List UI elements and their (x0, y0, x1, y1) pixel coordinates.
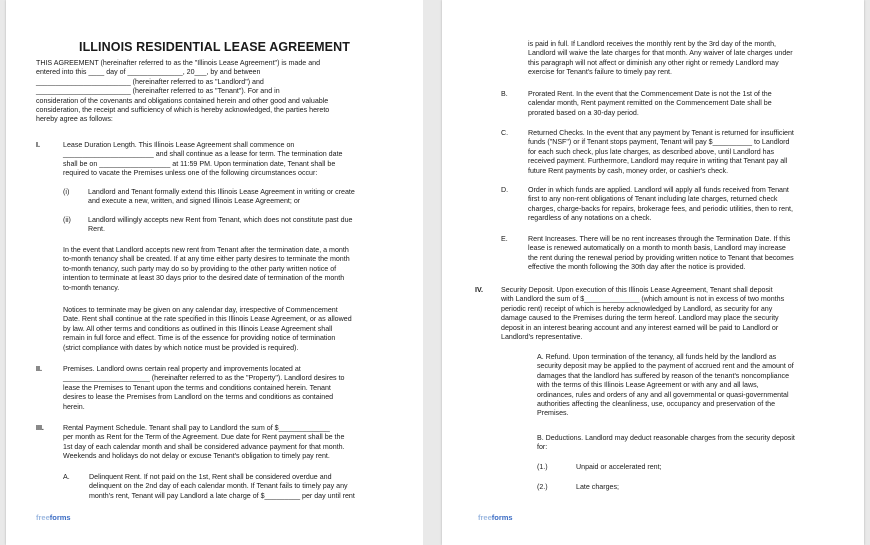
text-line: intention to terminate at least 30 days prior to the desired date of termination of the month (63, 274, 345, 283)
text-line: consideration of the covenants and obligations contained herein and other good and valuable (36, 96, 329, 105)
text-line: effective the month following the 30th day after the notice is provided. (528, 263, 746, 272)
text-line: Delinquent Rent. If not paid on the 1st, Rent shall be considered overdue and (89, 473, 332, 481)
text-line: Order in which funds are applied. Landlord will apply all funds received from Tenant (528, 186, 789, 194)
text-line: Rental Payment Schedule. Tenant shall pay to Landlord the sum of $_____________ (63, 424, 330, 432)
text-line: by law. All other terms and conditions as outlined in this Illinois Lease Agreement shall (63, 324, 333, 333)
text-line: this paragraph will not affect or diminish any other right or remedy Landlord may (528, 58, 779, 67)
text-line: ______________________ (hereinafter referred to as the "Property"). Landlord desires to (63, 374, 345, 383)
text-line: Rent. (88, 225, 105, 234)
section-rental-payment (63, 424, 345, 462)
section-1-number: I. (36, 141, 40, 149)
text-line: _______________________ and shall continue as a lease for term. The termination date (63, 150, 343, 159)
text-line: consideration, the receipt and sufficiency of which is hereby acknowledged, the parties hereto (36, 106, 330, 115)
text-line: Notices to terminate may be given on any calendar day, irrespective of Commencement (63, 306, 338, 314)
freeforms-logo-2 (478, 513, 513, 522)
holdover-paragraph (63, 246, 350, 293)
item-1-text: Unpaid or accelerated rent; (576, 463, 662, 471)
text-line: hereby agree as follows: (36, 115, 113, 124)
logo-forms-text: forms (49, 513, 71, 522)
text-line: Landlord's representative. (501, 333, 583, 342)
text-line: is paid in full. If Landlord receives the monthly rent by the 3rd day of the month, (528, 40, 777, 48)
text-line: 1st day of each calendar month and shall be considered advance payment for that month. (63, 442, 345, 451)
security-deposit-text (501, 286, 784, 342)
logo-free-text: free (36, 513, 50, 522)
text-line: Returned Checks. In the event that any payment by Tenant is returned for insufficient (528, 129, 794, 137)
logo-forms-text-2: forms (491, 513, 513, 522)
sub-ii-text (88, 216, 352, 235)
text-line: Security Deposit. Upon execution of this Illinois Lease Agreement, Tenant shall deposit (501, 286, 773, 294)
text-line: received payment. Furthermore, Landlord may require in writing that Tenant pay all (528, 157, 788, 166)
intro-paragraph (36, 59, 329, 125)
item-2-number: (2.) (537, 483, 548, 491)
document-title: ILLINOIS RESIDENTIAL LEASE AGREEMENT (79, 40, 350, 54)
text-line: ________________________ (hereinafter referred to as "Tenant"). For and in (36, 87, 280, 96)
logo-free-text-2: free (478, 513, 492, 522)
text-line: delinquent on the 2nd day of each calendar month. If Tenant fails to timely pay any (89, 482, 348, 491)
text-line: for each such check, plus late charges, as described above, until Landlord has (528, 147, 775, 156)
item-2-text: Late charges; (576, 483, 619, 491)
text-line: funds ("NSF") or if Tenant stops payment, Tenant will pay $__________ to Landlord (528, 138, 790, 147)
text-line: security deposit may be applied to the payment of accrued rent and the amount of (537, 362, 794, 371)
text-line: authorities affecting the cleanliness, use, occupancy and preservation of the (537, 400, 776, 409)
text-line: per month as Rent for the Term of the Agreement. Due date for Rent payment shall be the (63, 433, 345, 442)
text-line: calendar month, Rent payment remitted on the Commencement Date shall be (528, 99, 772, 108)
section-2-number: II. (36, 365, 42, 373)
text-line: deposit in an interest bearing account and any interest earned will be paid to Landlord or (501, 323, 779, 332)
text-line: prorated based on a 30-day period. (528, 108, 639, 117)
text-line: damage caused to the Premises during the term hereof. Landlord may place the security (501, 314, 779, 323)
freeforms-logo (36, 513, 71, 522)
returned-checks-text (528, 129, 794, 176)
text-line: with Landlord the sum of $______________ (which amount is not in excess of two months (501, 295, 785, 304)
text-line: with the terms of this Illinois Lease Agreement or with any and all laws, (537, 381, 759, 390)
deductions-paragraph (537, 434, 795, 453)
text-line: remain in full force and effect. Time is of the essence for providing notice of termination (63, 334, 336, 343)
text-line: Premises. (537, 409, 569, 418)
text-line: the rent during the renewal period by providing written notice to Tenant that becomes (528, 253, 794, 262)
text-line: (strict compliance with dates by which notice must be provided is required). (63, 343, 299, 352)
refund-paragraph (537, 353, 794, 419)
text-line: to-month tenancy, such party may do so by providing to the other party written notice of (63, 264, 337, 273)
text-line: desires to lease the Premises from Landlord on the terms and conditions as contained (63, 393, 334, 402)
text-line: required to vacate the Premises unless one of the following circumstances occur: (63, 169, 318, 178)
text-line: lease is renewed automatically on a month to month basis, Landlord may increase (528, 244, 786, 253)
text-line: periodic rent) receipt of which is hereby acknowledged by Landlord, as security for any (501, 304, 773, 313)
text-line: damages that the landlord has suffered by reason of the tenant's noncompliance (537, 371, 790, 380)
text-line: future Rent payments by cash, money order, or cashier's check. (528, 166, 729, 175)
text-line: and execute a new, written, and signed Illinois Lease Agreement; or (88, 197, 301, 206)
sub-B-number: B. (501, 90, 508, 98)
rent-increases-text (528, 235, 794, 273)
sub-C-number: C. (501, 129, 509, 137)
sub-E-number: E. (501, 235, 508, 243)
text-line: B. Deductions. Landlord may deduct reasonable charges from the security deposit (537, 434, 795, 442)
text-line: THIS AGREEMENT (hereinafter referred to as the "Illinois Lease Agreement") is made and (36, 59, 321, 67)
text-line: Landlord willingly accepts new Rent from Tenant, which does not constitute past due (88, 216, 353, 224)
text-line: for: (537, 443, 548, 452)
section-premises (63, 365, 345, 412)
section-lease-duration (63, 141, 343, 179)
text-line: charges, charge-backs for repairs, brokerage fees, and periodic utilities, then to rent, (528, 204, 793, 213)
text-line: Date. Rent shall continue at the rate specified in this Illinois Lease Agreement, or as allowed (63, 315, 352, 324)
sub-i-text (88, 188, 355, 207)
text-line: shall be on __________________ at 11:59 PM. Upon termination date, Tenant shall be (63, 159, 336, 168)
document-page-2 (442, 0, 864, 545)
delinquent-rent-text (89, 473, 355, 501)
text-line: lease the Premises to Tenant upon the terms and conditions contained herein. Tenant (63, 383, 331, 392)
section-3-number: III. (36, 424, 44, 432)
text-line: Landlord and Tenant formally extend this Illinois Lease Agreement in writing or create (88, 188, 355, 196)
text-line: Premises. Landlord owns certain real property and improvements located at (63, 365, 301, 373)
prorated-rent-text (528, 90, 772, 118)
text-line: to-month tenancy. (63, 283, 120, 292)
item-1-number: (1.) (537, 463, 548, 471)
text-line: exercise for Tenant's failure to timely pay rent. (528, 68, 672, 77)
text-line: ________________________ (hereinafter referred to as "Landlord") and (36, 77, 264, 86)
text-line: In the event that Landlord accepts new rent from Tenant after the termination date, a month (63, 246, 349, 254)
page-gap (423, 0, 442, 545)
text-line: Weekends and holidays do not delay or excuse Tenant's obligation to timely pay rent. (63, 452, 330, 461)
sub-i-number: (i) (63, 188, 70, 196)
sub-ii-number: (ii) (63, 216, 71, 224)
text-line: month's rent, Tenant will pay Landlord a late charge of $_________ per day until rent (89, 491, 355, 500)
text-line: A. Refund. Upon termination of the tenancy, all funds held by the landlord as (537, 353, 777, 361)
sub-A-number: A. (63, 473, 70, 481)
text-line: ordinances, rules and orders of any and all governmental or quasi-governmental (537, 390, 789, 399)
text-line: regardless of any notations on a check. (528, 214, 652, 223)
funds-order-text (528, 186, 793, 224)
text-line: Landlord will waive the late charges for that month. Any waiver of late charges under (528, 49, 793, 58)
text-line: to-month tenancy shall be created. If at any time either party desires to terminate the month (63, 255, 350, 264)
document-page-1 (6, 0, 423, 545)
text-line: Lease Duration Length. This Illinois Lease Agreement shall commence on (63, 141, 295, 149)
section-4-number: IV. (475, 286, 484, 294)
sub-D-number: D. (501, 186, 509, 194)
text-line: Rent Increases. There will be no rent increases through the Termination Date. If this (528, 235, 791, 243)
late-charge-continuation (528, 40, 793, 78)
text-line: Prorated Rent. In the event that the Commencement Date is not the 1st of the (528, 90, 772, 98)
text-line: first to any non-rent obligations of Tenant including late charges, returned check (528, 195, 778, 204)
text-line: herein. (63, 402, 85, 411)
notices-paragraph (63, 306, 352, 353)
text-line: entered into this ____ day of ______________, 20___, by and between (36, 68, 261, 77)
